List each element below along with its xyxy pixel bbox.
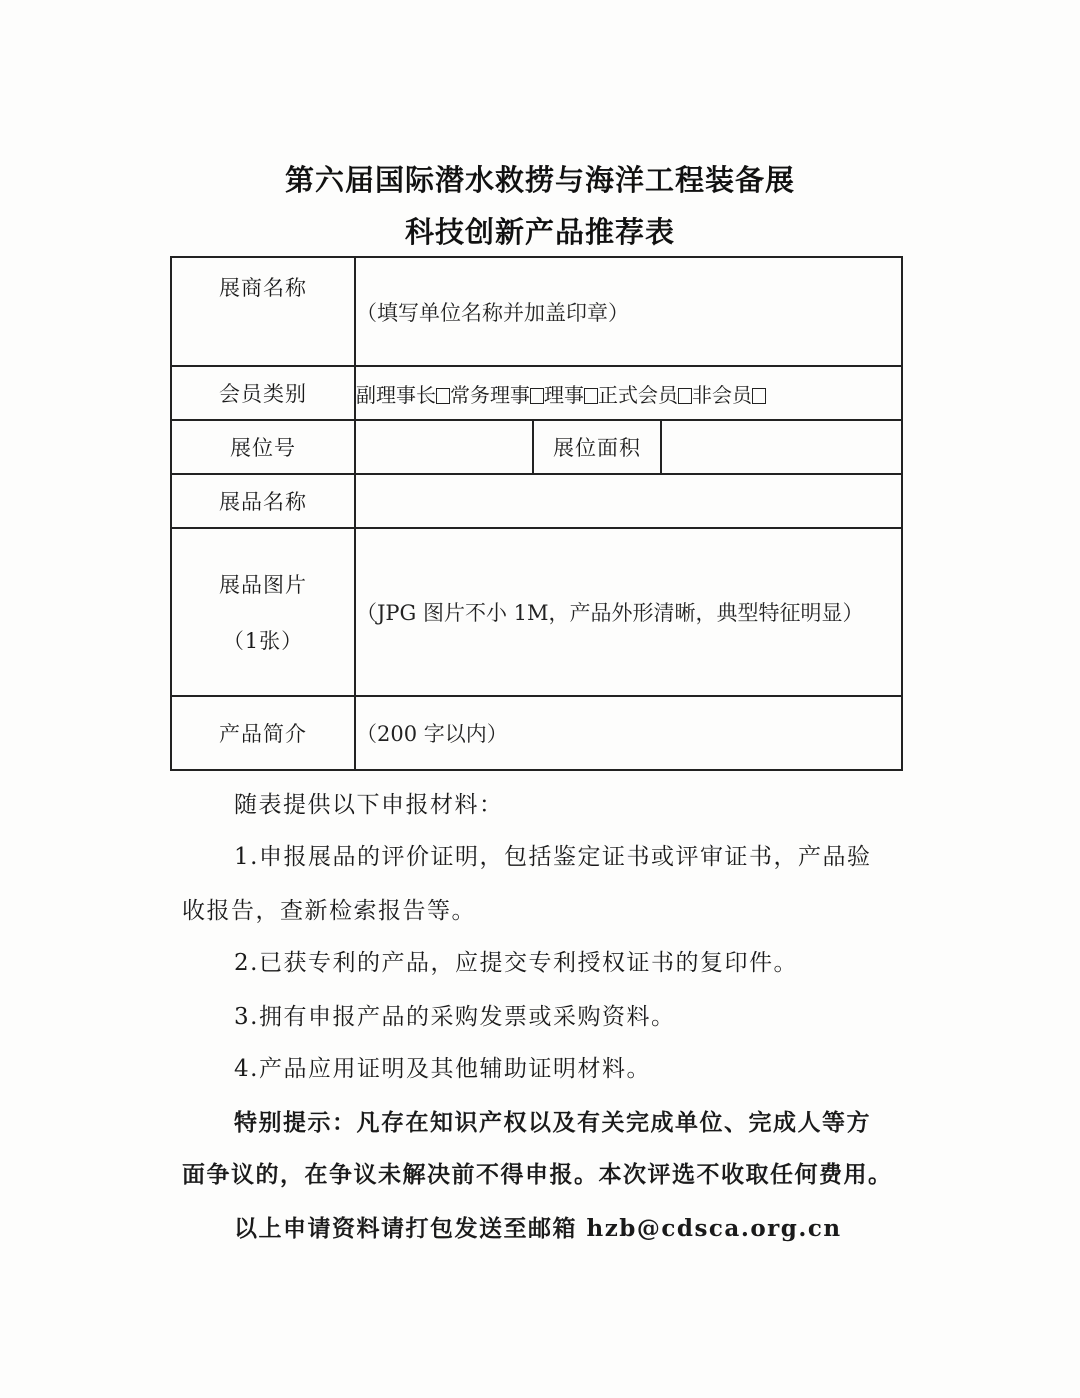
special-notice-line2: 面争议的，在争议未解决前不得申报。本次评选不收取任何费用。 [182, 1161, 893, 1188]
exhibitor-label: 展商名称 [171, 257, 355, 366]
note-item3: 3.拥有申报产品的采购发票或采购资料。 [234, 1004, 676, 1030]
row-product-intro [171, 696, 902, 770]
row-exhibitor [171, 257, 902, 366]
document-title-line1: 第六届国际潜水救捞与海洋工程装备展 [284, 163, 795, 197]
notes-intro: 随表提供以下申报材料： [234, 792, 504, 818]
booth-number-field[interactable] [355, 420, 533, 474]
product-image-field[interactable] [355, 528, 902, 696]
note-item1-line1: 1.申报展品的评价证明，包括鉴定证书或评审证书，产品验 [234, 844, 872, 870]
product-image-hint: （JPG 图片不小 1M，产品外形清晰，典型特征明显） [356, 601, 864, 625]
member-option-vice-chair[interactable]: 副理事长 [356, 383, 450, 407]
member-option-full-member[interactable]: 正式会员 [598, 383, 692, 407]
member-option-director[interactable]: 理事 [544, 383, 598, 407]
exhibitor-field[interactable] [355, 257, 902, 366]
row-product-name [171, 474, 902, 528]
row-product-image [171, 528, 902, 696]
recommendation-form-table [170, 256, 903, 771]
booth-area-field[interactable] [661, 420, 902, 474]
product-intro-hint: （200 字以内） [356, 722, 508, 746]
checkbox-icon[interactable] [678, 388, 692, 404]
member-type-options [355, 366, 902, 420]
exhibitor-hint: （填写单位名称并加盖印章） [356, 300, 629, 325]
note-item4: 4.产品应用证明及其他辅助证明材料。 [234, 1056, 651, 1082]
member-option-non-member[interactable]: 非会员 [692, 383, 766, 407]
checkbox-icon[interactable] [436, 388, 450, 404]
booth-number-label: 展位号 [171, 420, 355, 474]
member-option-standing-director[interactable]: 常务理事 [450, 383, 544, 407]
product-intro-label: 产品简介 [171, 696, 355, 770]
product-image-label-cell [171, 528, 355, 696]
special-notice-line1: 特别提示：凡存在知识产权以及有关完成单位、完成人等方 [234, 1109, 871, 1136]
checkbox-icon[interactable] [752, 388, 766, 404]
member-type-label: 会员类别 [171, 366, 355, 420]
booth-area-label: 展位面积 [533, 420, 661, 474]
product-name-label: 展品名称 [171, 474, 355, 528]
product-image-count: （1张） [222, 629, 304, 653]
note-item1-line2: 收报告，查新检索报告等。 [182, 898, 476, 924]
row-booth [171, 420, 902, 474]
product-image-label: 展品图片 [219, 573, 307, 597]
checkbox-icon[interactable] [530, 388, 544, 404]
product-intro-field[interactable] [355, 696, 902, 770]
note-item2: 2.已获专利的产品，应提交专利授权证书的复印件。 [234, 950, 798, 976]
product-name-field[interactable] [355, 474, 902, 528]
checkbox-icon[interactable] [584, 388, 598, 404]
contact-email-line: 以上申请资料请打包发送至邮箱 hzb@cdsca.org.cn [234, 1215, 842, 1242]
document-title-line2: 科技创新产品推荐表 [404, 215, 675, 249]
row-member-type [171, 366, 902, 420]
